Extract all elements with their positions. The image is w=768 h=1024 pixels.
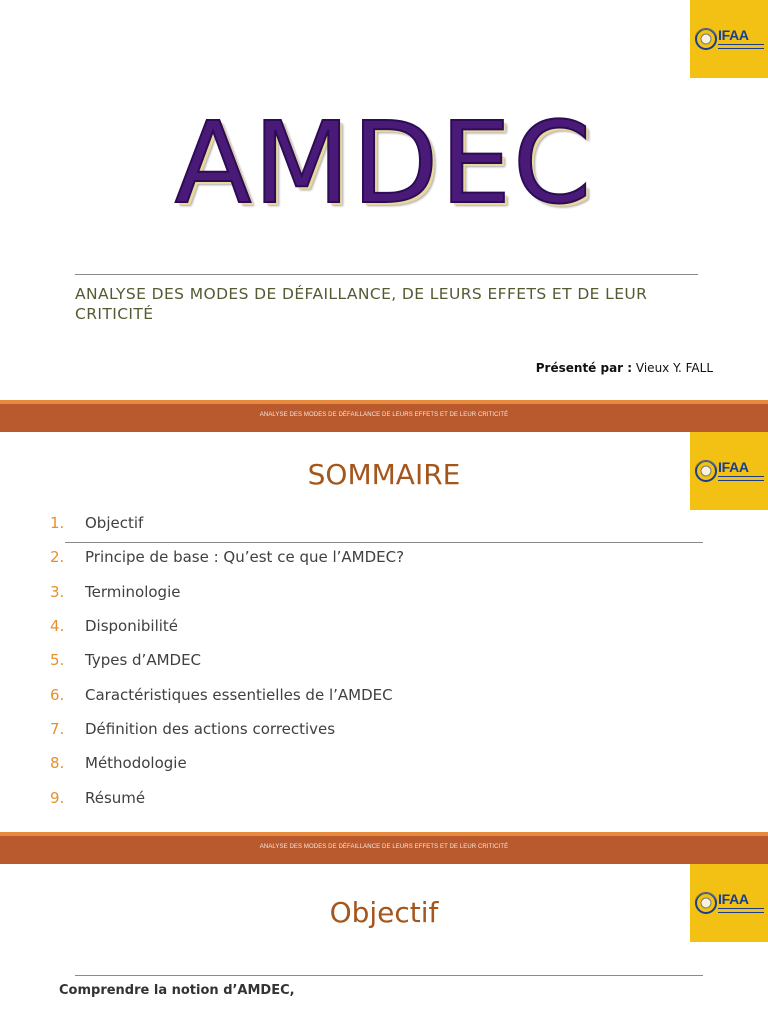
- emblem-icon: [693, 26, 719, 52]
- logo-text: IFAA: [718, 891, 749, 907]
- presentation-subtitle: ANALYSE DES MODES DE DÉFAILLANCE, DE LEURS EFFETS ET DE LEUR CRITICITÉ: [75, 285, 648, 323]
- footer-text: ANALYSE DES MODES DE DÉFAILLANCE DE LEURS EFFETS ET DE LEUR CRITICITÉ: [259, 412, 509, 418]
- divider: [75, 975, 703, 976]
- footer-band: [0, 832, 768, 864]
- summary-slide: [0, 432, 768, 832]
- presenter-name: Vieux Y. FALL: [635, 361, 713, 375]
- ifaa-logo: [690, 0, 768, 78]
- list-item: 3. Terminologie: [50, 582, 181, 601]
- presenter-label: Présenté par :: [535, 361, 633, 375]
- list-item: 7. Définition des actions correctives: [50, 719, 336, 738]
- list-item: 9. Résumé: [50, 788, 146, 807]
- logo-text: IFAA: [718, 459, 749, 475]
- summary-list: [50, 506, 404, 815]
- divider: [75, 274, 698, 275]
- footer-band: [0, 400, 768, 432]
- logo-text: IFAA: [718, 27, 749, 43]
- objective-slide: [0, 864, 768, 1024]
- list-item: 8. Méthodologie: [50, 754, 187, 773]
- section-title: Objectif: [329, 896, 439, 929]
- footer-text: ANALYSE DES MODES DE DÉFAILLANCE DE LEURS EFFETS ET DE LEUR CRITICITÉ: [259, 844, 509, 850]
- title-slide: [0, 0, 768, 400]
- list-item: 1. Objectif: [50, 514, 144, 533]
- section-title: SOMMAIRE: [307, 458, 461, 491]
- list-item: 4. Disponibilité: [50, 617, 179, 636]
- objective-text: Comprendre la notion d’AMDEC,: [59, 983, 295, 998]
- list-item: 2. Principe de base : Qu’est ce que l’AMDEC?: [50, 548, 405, 567]
- list-item: 5. Types d’AMDEC: [50, 651, 202, 670]
- presenter-line: [536, 361, 713, 375]
- list-item: 6. Caractéristiques essentielles de l’AMDEC: [50, 685, 393, 704]
- presentation-title: AMDEC: [174, 99, 594, 229]
